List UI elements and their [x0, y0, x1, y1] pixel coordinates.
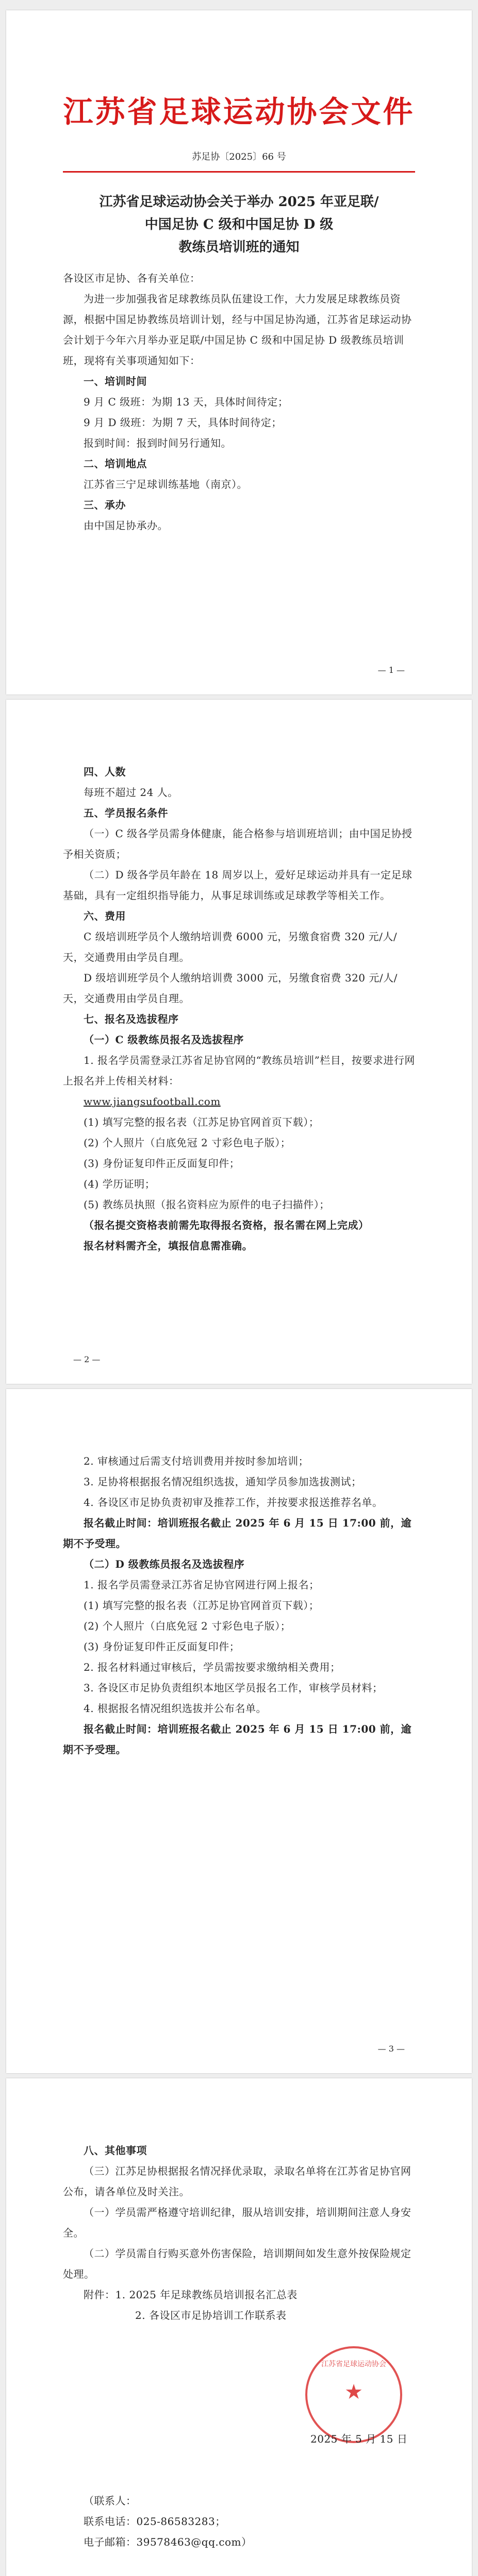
warning-paragraph: 报名材料需齐全，填报信息需准确。 — [84, 1240, 253, 1252]
list-item: (1) 填写完整的报名表（江苏足协官网首页下载）； — [84, 1116, 320, 1128]
section-heading: 四、人数 — [84, 766, 126, 778]
paragraph: （一）学员需严格遵守培训纪律，服从培训安排，培训期间注意人身安全。 — [63, 2206, 411, 2239]
paragraph: （三）江苏足协根据报名情况择优录取，录取名单将在江苏省足协官网公布，请各单位及时关注。 — [63, 2165, 411, 2198]
paragraph: C 级培训班学员个人缴纳培训费 6000 元，另缴食宿费 320 元/人/天，交通费用由学员自理。 — [63, 930, 398, 963]
doc-number: 苏足协〔2025〕66 号 — [192, 151, 286, 162]
document-page-1 — [6, 10, 472, 694]
paragraph: 由中国足协承办。 — [84, 519, 168, 532]
document-page-4 — [6, 2078, 472, 2576]
paragraph: （一）C 级各学员需身体健康，能合格参与培训班培训；由中国足协授予相关资质； — [63, 827, 413, 860]
list-item: (1) 填写完整的报名表（江苏足协官网首页下载）； — [84, 1599, 320, 1612]
page2-body — [63, 761, 415, 1256]
deadline-paragraph: 报名截止时间：培训班报名截止 2025 年 6 月 15 日 17:00 前，逾期不予受理。 — [63, 1517, 412, 1550]
attachment-line: 2. 各设区市足协培训工作联系表 — [135, 2309, 287, 2321]
page-number: — 3 — — [377, 2044, 405, 2054]
red-divider — [63, 171, 415, 173]
page-number: — 2 — — [73, 1354, 101, 1364]
paragraph: 2. 审核通过后需支付培训费用并按时参加培训； — [84, 1455, 309, 1467]
page1-body — [63, 268, 415, 536]
paragraph: （二）学员需自行购买意外伤害保险，培训期间如发生意外按保险规定处理。 — [63, 2247, 411, 2280]
paragraph: 9 月 C 级班：为期 13 天，具体时间待定； — [84, 396, 289, 408]
paragraph: 2. 报名材料通过审核后，学员需按要求缴纳相关费用； — [84, 1661, 341, 1673]
intro-paragraph: 为进一步加强我省足球教练员队伍建设工作，大力发展足球教练员资源，根据中国足协教练员培训计划，经与中国足协沟通，江苏省足球运动协会计划于今年六月举办亚足联/中国足协 C 级和中国足协 D 级教练员培训班，现将有关事项通知如下： — [63, 293, 412, 367]
document-page-2 — [6, 700, 472, 1384]
seal-org-name: 江苏省足球运动协会 — [321, 2360, 386, 2368]
notice-title-line: 中国足协 C 级和中国足协 D 级 — [144, 217, 334, 232]
paragraph: 报到时间：报到时间另行通知。 — [84, 437, 232, 449]
subsection-heading: （一）C 级教练员报名及选拔程序 — [84, 1033, 244, 1046]
paragraph: 9 月 D 级班：为期 7 天，具体时间待定； — [84, 416, 282, 429]
note-paragraph: （报名提交资格表前需先取得报名资格，报名需在网上完成） — [84, 1219, 369, 1231]
paragraph: 4. 根据报名情况组织选拔并公布名单。 — [84, 1702, 267, 1715]
paragraph: 1. 报名学员需登录江苏省足协官网进行网上报名； — [84, 1579, 320, 1591]
paragraph: 4. 各设区市足协负责初审及推荐工作，并按要求报送推荐名单。 — [84, 1496, 383, 1509]
notice-title-line: 教练员培训班的通知 — [178, 240, 300, 255]
paragraph: （二）D 级各学员年龄在 18 周岁以上，爱好足球运动并具有一定足球基础，具有一定组织指导能力，从事足球训练或足球教学等相关工作。 — [63, 869, 413, 902]
document-page-3 — [6, 1389, 472, 2073]
paragraph: 3. 足协将根据报名情况组织选拔，通知学员参加选拔测试； — [84, 1476, 362, 1488]
section-heading: 五、学员报名条件 — [84, 807, 168, 819]
notice-title — [63, 191, 415, 259]
section-heading: 六、费用 — [84, 910, 126, 922]
page4-body — [63, 2140, 415, 2326]
paragraph: 每班不超过 24 人。 — [84, 786, 178, 799]
attachment-line: 附件：1. 2025 年足球教练员培训报名汇总表 — [84, 2289, 298, 2301]
contact-label: （联系人： — [84, 2495, 137, 2507]
subsection-heading: （二）D 级教练员报名及选拔程序 — [84, 1558, 245, 1570]
paragraph: 1. 报名学员需登录江苏省足协官网的“教练员培训”栏目，按要求进行网上报名并上传相关材料： — [63, 1054, 415, 1087]
paragraph: 3. 各设区市足协负责组织本地区学员报名工作，审核学员材料； — [84, 1682, 383, 1694]
section-heading: 二、培训地点 — [84, 457, 147, 470]
list-item: (2) 个人照片（白底免冠 2 寸彩色电子版）； — [84, 1137, 291, 1149]
page-number: — 1 — — [377, 665, 405, 675]
contact-phone: 联系电话：025-86583283； — [84, 2515, 226, 2528]
list-item: (4) 学历证明； — [84, 1178, 156, 1190]
org-title: 江苏省足球运动协会文件 — [63, 94, 415, 129]
list-item: (3) 身份证复印件正反面复印件； — [84, 1640, 240, 1653]
deadline-paragraph: 报名截止时间：培训班报名截止 2025 年 6 月 15 日 17:00 前，逾期不予受理。 — [63, 1723, 412, 1756]
website-link[interactable]: www.jiangsufootball.com — [84, 1095, 221, 1108]
salutation: 各设区市足协、各有关单位： — [63, 272, 201, 284]
paragraph: D 级培训班学员个人缴纳培训费 3000 元，另缴食宿费 320 元/人/天，交通费用由学员自理。 — [63, 972, 398, 1005]
issue-date: 2025 年 5 月 15 日 — [310, 2433, 408, 2445]
section-heading: 一、培训时间 — [84, 375, 147, 387]
paragraph: 江苏省三宁足球训练基地（南京）。 — [84, 478, 248, 490]
section-heading: 三、承办 — [84, 499, 126, 511]
notice-title-line: 江苏省足球运动协会关于举办 2025 年亚足联/ — [99, 194, 379, 210]
section-heading: 八、其他事项 — [84, 2144, 147, 2157]
page3-body — [63, 1451, 415, 1760]
contact-info — [63, 2490, 415, 2552]
list-item: (2) 个人照片（白底免冠 2 寸彩色电子版）； — [84, 1620, 291, 1632]
section-heading: 七、报名及选拔程序 — [84, 1013, 179, 1025]
list-item: (3) 身份证复印件正反面复印件； — [84, 1157, 240, 1170]
contact-email: 电子邮箱：39578463@qq.com） — [84, 2536, 252, 2548]
list-item: (5) 教练员执照（报名资料应为原件的电子扫描件）； — [84, 1198, 330, 1211]
seal-star-icon: ★ — [344, 2380, 363, 2404]
